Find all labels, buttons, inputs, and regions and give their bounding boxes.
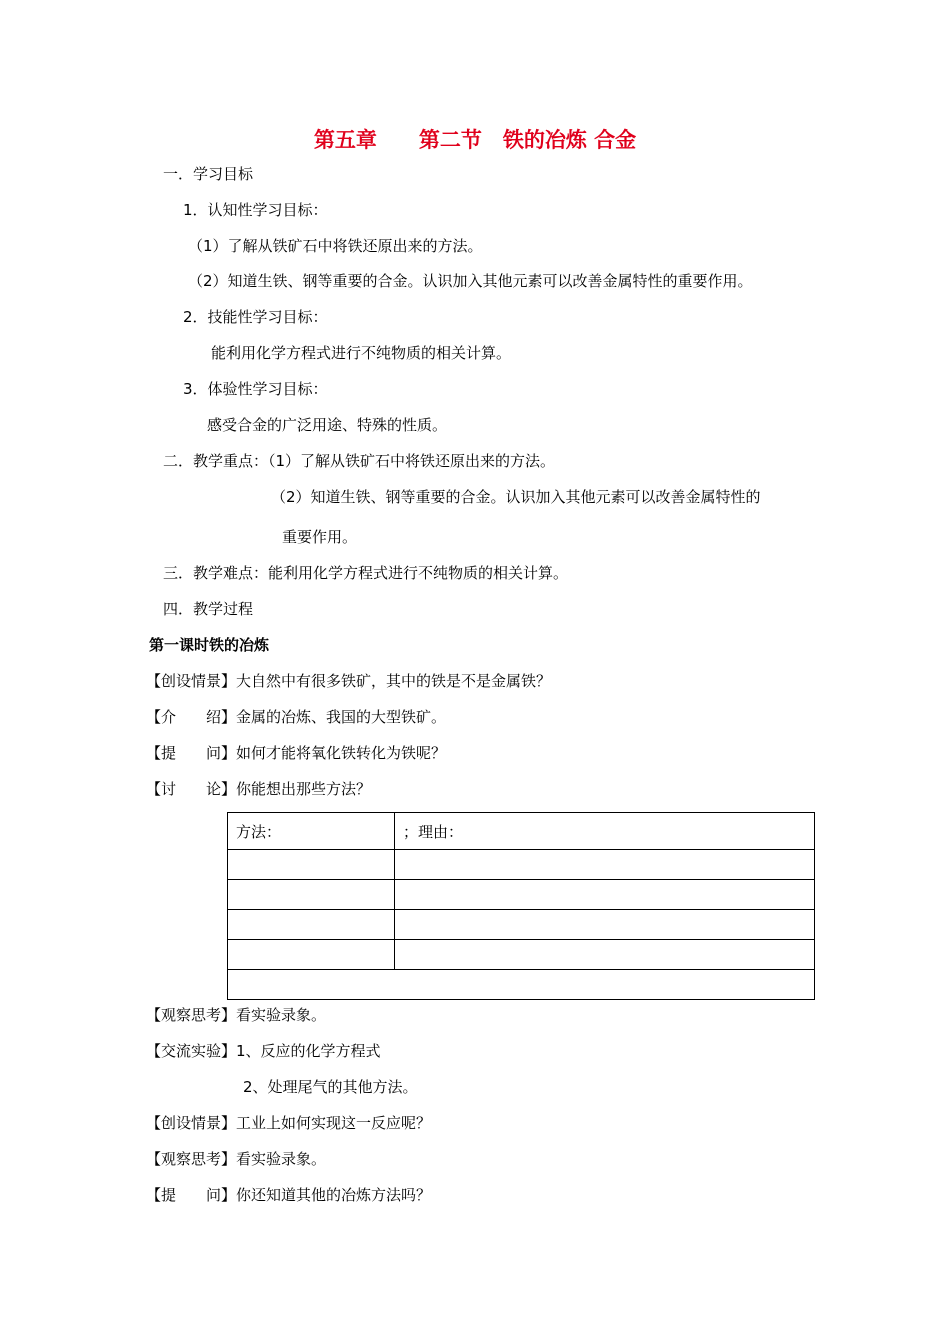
cognitive-goals-heading: 1．认知性学习目标： [183,201,328,219]
table-row [228,940,815,970]
methods-table [227,812,815,1000]
teaching-difficulty-line: 三．教学难点：能利用化学方程式进行不纯物质的相关计算。 [163,564,569,582]
table-row [228,970,815,1000]
teaching-focus-line: 二．教学重点：（1）了解从铁矿石中将铁还原出来的方法。 [163,452,556,470]
activity-text: 金属的冶炼、我国的大型铁矿。 [236,708,447,726]
cognitive-goal-item: （1）了解从铁矿石中将铁还原出来的方法。 [188,237,483,255]
reason-cell [395,880,815,910]
activity-text: 2、处理尾气的其他方法。 [243,1078,418,1096]
reason-cell [395,910,815,940]
table-row [228,880,815,910]
table-row [228,910,815,940]
activity-tag: 【创设情景】 [146,1114,237,1132]
activity-row [146,707,446,727]
teaching-focus-line: 重要作用。 [282,528,358,546]
teaching-focus-line: （2）知道生铁、钢等重要的合金。认识加入其他元素可以改善金属特性的 [271,488,761,506]
cognitive-goal-item: （2）知道生铁、钢等重要的合金。认识加入其他元素可以改善金属特性的重要作用。 [188,272,753,290]
skill-goal-item: 能利用化学方程式进行不纯物质的相关计算。 [211,344,512,362]
reason-header-cell: ；理由： [395,813,815,850]
activity-row [146,1041,381,1061]
activity-text: 看实验录象。 [236,1150,327,1168]
teaching-process-heading: 四．教学过程 [163,600,254,618]
activity-text: 工业上如何实现这一反应呢？ [236,1114,432,1132]
page-title: 第五章 第二节 铁的冶炼 合金 [313,128,637,152]
activity-text: 看实验录象。 [236,1006,327,1024]
activity-row [146,743,446,763]
table-row [228,850,815,880]
activity-tag: 【介 绍】 [146,708,237,726]
activity-tag: 【讨 论】 [146,780,237,798]
activity-row [146,1149,326,1169]
method-cell [228,940,395,970]
section1-heading: 一．学习目标 [163,165,254,183]
activity-tag: 【创设情景】 [146,672,237,690]
method-cell [228,880,395,910]
activity-row [243,1077,418,1097]
activity-text: 你还知道其他的冶炼方法吗？ [236,1186,432,1204]
activity-tag: 【交流实验】 [146,1042,237,1060]
activity-row [146,1113,431,1133]
experience-goals-heading: 3．体验性学习目标： [183,380,328,398]
reason-cell [395,850,815,880]
activity-tag: 【观察思考】 [146,1150,237,1168]
activity-tag: 【观察思考】 [146,1006,237,1024]
activity-tag: 【提 问】 [146,744,237,762]
method-header-cell: 方法： [228,813,395,850]
activity-text: 1、反应的化学方程式 [236,1042,381,1060]
activity-row [146,779,371,799]
method-cell [228,850,395,880]
reason-cell [395,940,815,970]
activity-text: 如何才能将氧化铁转化为铁呢？ [236,744,447,762]
experience-goal-item: 感受合金的广泛用途、特殊的性质。 [207,416,448,434]
activity-row [146,1005,326,1025]
method-cell [228,910,395,940]
activity-text: 你能想出那些方法？ [236,780,372,798]
activity-row [146,1185,431,1205]
lesson-title: 第一课时铁的冶炼 [149,636,270,654]
table-header-row [228,813,815,850]
activity-text: 大自然中有很多铁矿，其中的铁是不是金属铁？ [236,672,552,690]
merged-cell [228,970,815,1000]
activity-tag: 【提 问】 [146,1186,237,1204]
skill-goals-heading: 2．技能性学习目标： [183,308,328,326]
activity-row [146,671,551,691]
